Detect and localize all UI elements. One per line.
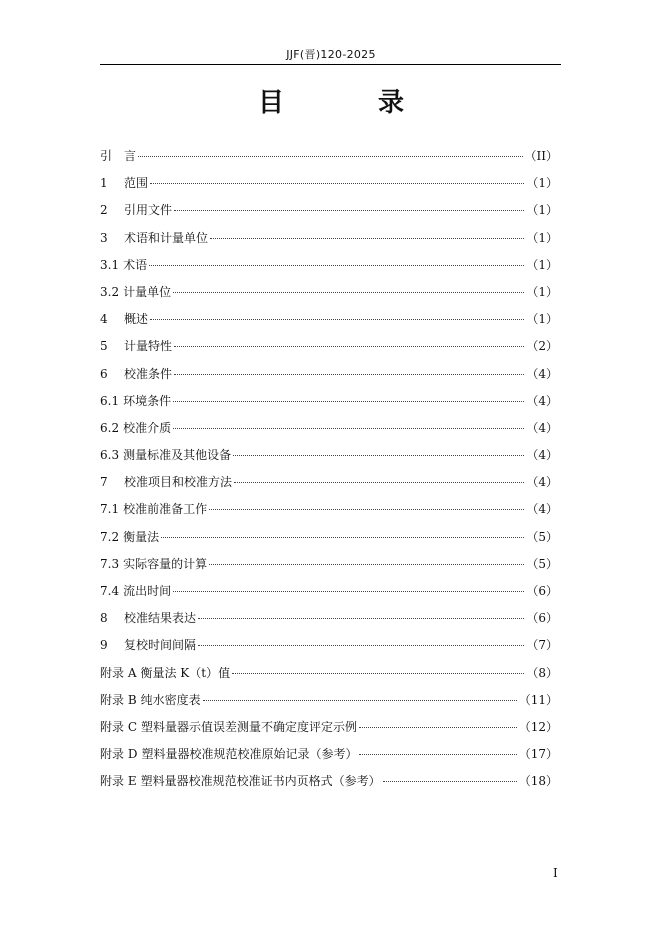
toc-leader-dots — [173, 591, 524, 592]
toc-entry-page: （5） — [526, 556, 558, 571]
toc-leader-dots — [232, 673, 524, 674]
toc-entry-title: 纯水密度表 — [140, 692, 201, 707]
toc-entry-number: 8 — [100, 611, 108, 626]
toc-entry-title: 范围 — [124, 176, 149, 191]
toc-entry-title: 术语和计量单位 — [124, 230, 209, 245]
toc-entry-title: 流出时间 — [123, 584, 172, 598]
toc-entry[interactable] — [100, 143, 558, 170]
toc-leader-dots — [149, 265, 524, 266]
toc-entry[interactable] — [100, 496, 558, 523]
toc-entry-number: 7 — [100, 475, 108, 490]
toc-entry[interactable] — [100, 469, 558, 496]
toc-entry-number: 附录 C — [100, 719, 137, 734]
toc-leader-dots — [209, 564, 524, 565]
toc-entry-page: （II） — [524, 149, 558, 163]
toc-entry-title: 塑料量器示值误差测量不确定度评定示例 — [141, 719, 358, 734]
toc-entry-number: 3.2 — [100, 284, 120, 299]
toc-entry[interactable] — [100, 252, 558, 279]
toc-entry-page: （1） — [526, 203, 558, 218]
toc-entry-number: 附录 E — [100, 774, 137, 789]
toc-entry-number: 附录 A — [100, 665, 137, 680]
toc-leader-dots — [174, 346, 524, 347]
toc-entry-page: （4） — [526, 475, 558, 490]
toc-entry-page: （1） — [526, 257, 558, 272]
toc-entry[interactable] — [100, 578, 558, 605]
toc-entry-title: 实际容量的计算 — [123, 556, 208, 571]
toc-entry-title: 引用文件 — [124, 203, 173, 218]
toc-entry-title: 概述 — [124, 312, 149, 327]
toc-entry-title: 计量单位 — [123, 284, 172, 299]
toc-leader-dots — [210, 238, 524, 239]
toc-leader-dots — [234, 482, 524, 483]
toc-entry-page: （7） — [526, 638, 558, 653]
toc-entry-page: （4） — [526, 420, 558, 435]
toc-entry[interactable] — [100, 605, 558, 632]
toc-leader-dots — [138, 156, 523, 157]
toc-entry-page: （2） — [526, 339, 558, 354]
toc-entry[interactable] — [100, 197, 558, 224]
toc-entry-number: 6.3 — [100, 448, 120, 463]
toc-entry[interactable] — [100, 442, 558, 469]
toc-entry[interactable] — [100, 333, 558, 360]
toc-entry[interactable] — [100, 279, 558, 306]
toc-entry[interactable] — [100, 388, 558, 415]
toc-entry-title: 言 — [124, 149, 137, 163]
toc-entry-title: 环境条件 — [123, 393, 172, 408]
toc-entry[interactable] — [100, 687, 558, 714]
toc-entry-number: 5 — [100, 339, 108, 354]
header-divider — [100, 64, 561, 65]
toc-entry-title: 术语 — [123, 257, 148, 272]
toc-entry-page: （4） — [526, 366, 558, 381]
toc-entry-title: 塑料量器校准规范校准原始记录（参考） — [141, 747, 358, 762]
toc-leader-dots — [233, 455, 524, 456]
toc-entry-title: 校准结果表达 — [124, 611, 197, 626]
toc-entry-page: （4） — [526, 502, 558, 517]
toc-entry-number: 3 — [100, 230, 108, 245]
toc-entry-page: （1） — [526, 284, 558, 299]
toc-entry-number: 附录 D — [100, 747, 138, 762]
toc-leader-dots — [161, 537, 524, 538]
toc-entry-title: 衡量法 — [123, 529, 160, 544]
toc-entry-number: 7.1 — [100, 502, 120, 517]
toc-entry-title: 塑料量器校准规范校准证书内页格式（参考） — [140, 774, 381, 789]
toc-entry[interactable] — [100, 524, 558, 551]
toc-leader-dots — [383, 781, 517, 782]
table-of-contents — [100, 143, 558, 796]
toc-entry-number: 6.2 — [100, 420, 120, 435]
toc-entry-number: 6.1 — [100, 393, 120, 408]
toc-entry-number: 7.2 — [100, 529, 120, 544]
toc-leader-dots — [203, 700, 517, 701]
page-title: 目 录 — [257, 88, 438, 118]
toc-entry[interactable] — [100, 170, 558, 197]
toc-entry[interactable] — [100, 632, 558, 659]
toc-leader-dots — [174, 210, 524, 211]
toc-entry-page: （1） — [526, 312, 558, 327]
toc-entry-page: （4） — [526, 448, 558, 463]
toc-leader-dots — [173, 401, 524, 402]
toc-entry-number: 引 — [100, 149, 113, 163]
toc-entry-page: （4） — [526, 393, 558, 408]
toc-entry-number: 7.3 — [100, 556, 120, 571]
toc-leader-dots — [173, 292, 524, 293]
toc-leader-dots — [198, 618, 524, 619]
toc-entry-title: 复校时间间隔 — [124, 638, 197, 653]
toc-leader-dots — [150, 183, 524, 184]
toc-entry-title: 衡量法 K（t）值 — [140, 665, 231, 680]
toc-entry-title: 计量特性 — [124, 339, 173, 354]
toc-entry-page: （17） — [518, 747, 558, 762]
toc-entry-title: 校准前准备工作 — [123, 502, 208, 517]
toc-entry-title: 校准介质 — [123, 420, 172, 435]
toc-entry[interactable] — [100, 551, 558, 578]
toc-entry-number: 1 — [100, 176, 108, 191]
toc-entry-number: 6 — [100, 366, 108, 381]
toc-entry[interactable] — [100, 714, 558, 741]
toc-entry-page: （1） — [526, 176, 558, 191]
toc-leader-dots — [150, 319, 524, 320]
toc-leader-dots — [209, 509, 524, 510]
toc-entry-number: 3.1 — [100, 257, 120, 272]
page-number: I — [553, 866, 558, 880]
toc-entry-number: 9 — [100, 638, 108, 653]
toc-leader-dots — [174, 374, 524, 375]
toc-entry[interactable] — [100, 415, 558, 442]
toc-entry-page: （18） — [518, 774, 558, 789]
toc-entry-number: 7.4 — [100, 584, 120, 598]
toc-entry-page: （8） — [526, 665, 558, 680]
toc-entry[interactable] — [100, 306, 558, 333]
toc-entry-number: 2 — [100, 203, 108, 218]
document-code: JJF(晋)120-2025 — [286, 48, 376, 61]
toc-entry-page: （5） — [526, 529, 558, 544]
toc-entry-page: （1） — [526, 230, 558, 245]
toc-entry-title: 测量标准及其他设备 — [123, 448, 232, 463]
toc-entry-page: （6） — [526, 584, 558, 598]
toc-entry[interactable] — [100, 361, 558, 388]
toc-leader-dots — [359, 754, 516, 755]
toc-entry-number: 4 — [100, 312, 108, 327]
toc-entry-title: 校准项目和校准方法 — [124, 475, 233, 490]
toc-entry[interactable] — [100, 660, 558, 687]
toc-entry-page: （11） — [518, 692, 558, 707]
toc-leader-dots — [173, 428, 524, 429]
toc-entry-page: （6） — [526, 611, 558, 626]
toc-entry-number: 附录 B — [100, 692, 137, 707]
toc-entry-title: 校准条件 — [124, 366, 173, 381]
toc-entry[interactable] — [100, 768, 558, 795]
toc-entry-page: （12） — [518, 719, 558, 734]
toc-leader-dots — [198, 645, 524, 646]
toc-entry[interactable] — [100, 741, 558, 768]
toc-leader-dots — [359, 727, 517, 728]
toc-entry[interactable] — [100, 225, 558, 252]
